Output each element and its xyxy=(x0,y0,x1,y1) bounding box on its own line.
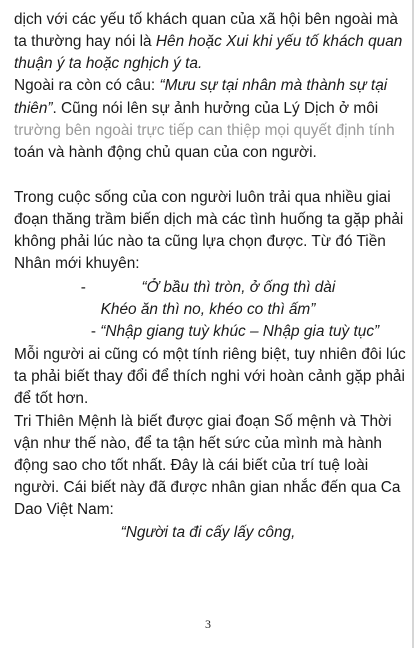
italic-text: “Ở bầu thì tròn, ở ống thì dài xyxy=(141,279,336,296)
page-number: 3 xyxy=(205,617,211,631)
text-line xyxy=(14,478,406,498)
text-segment: Tri Thiên Mệnh là biết được giai đoạn Số mệnh và Thời xyxy=(14,413,392,430)
text-segment: toán và hành động chủ quan của con người. xyxy=(14,144,317,161)
italic-text: “Người ta đi cấy lấy công, xyxy=(120,524,296,541)
text-line xyxy=(14,99,406,119)
italic-text: thiên” xyxy=(14,100,53,117)
text-segment: vận như thế nào, để ta tận hết sức của mình mà hành xyxy=(14,435,382,452)
text-segment: ta phải biết thay đổi để thích nghi với hoàn cảnh gặp phải xyxy=(14,368,405,385)
italic-text: “Nhập giang tuỳ khúc – Nhập gia tuỳ tục” xyxy=(100,323,380,340)
text-line xyxy=(14,143,406,163)
text-segment: để tốt hơn. xyxy=(14,390,89,407)
text-line xyxy=(14,188,406,208)
text-line xyxy=(14,434,406,454)
text-segment: - xyxy=(80,279,142,296)
text-line xyxy=(54,322,416,342)
text-line xyxy=(14,165,406,185)
text-line xyxy=(14,32,406,52)
text-line xyxy=(14,500,406,520)
italic-text: thuận ý ta hoặc nghịch ý ta. xyxy=(14,55,203,72)
text-line xyxy=(14,367,406,387)
italic-text: Khéo ăn thì no, khéo co thì ấm” xyxy=(100,301,316,318)
text-segment: trường bên ngoài trực tiếp can thiệp mọi quyết định tính xyxy=(14,122,395,139)
text-line xyxy=(14,210,406,230)
text-line xyxy=(14,54,406,74)
text-segment: không phải lúc nào ta cũng lựa chọn được. Từ đó Tiền xyxy=(14,233,386,250)
text-segment: . Cũng nói lên sự ảnh hưởng của Lý Dịch ở môi xyxy=(52,100,379,117)
text-line xyxy=(14,412,406,432)
text-segment: đoạn thăng trầm biến dịch mà các tình huống ta gặp phải xyxy=(14,211,404,228)
text-line xyxy=(14,254,406,274)
text-line xyxy=(0,300,416,320)
text-segment: dịch với các yếu tố khách quan của xã hội bên ngoài mà xyxy=(14,11,398,28)
text-segment: người. Cái biết này đã được nhân gian nhắc đến qua Ca xyxy=(14,479,401,496)
text-segment: Mỗi người ai cũng có một tính riêng biệt, tuy nhiên đôi lúc xyxy=(14,346,406,363)
text-segment: Dao Việt Nam: xyxy=(14,501,114,518)
text-line xyxy=(14,232,406,252)
text-segment: Ngoài ra còn có câu: xyxy=(14,77,160,94)
page-edge-shadow xyxy=(412,0,414,648)
text-segment: Trong cuộc sống của con người luôn trải qua nhiều giai xyxy=(14,189,391,206)
italic-text: “Mưu sự tại nhân mà thành sự tại xyxy=(159,77,388,94)
text-segment: ta thường hay nói là xyxy=(14,33,156,50)
text-segment: động sao cho tốt nhất. Đây là cái biết của trí tuệ loài xyxy=(14,457,369,474)
text-segment: - xyxy=(90,323,101,340)
text-line xyxy=(14,389,406,409)
text-line xyxy=(0,523,416,543)
italic-text: Hên hoặc Xui khi yếu tố khách quan xyxy=(155,33,403,50)
text-line xyxy=(14,10,406,30)
text-line xyxy=(14,121,406,141)
text-line xyxy=(14,456,406,476)
text-line xyxy=(14,76,406,96)
text-line xyxy=(14,345,406,365)
text-line xyxy=(0,278,416,298)
text-segment: Nhân mới khuyên: xyxy=(14,255,140,272)
